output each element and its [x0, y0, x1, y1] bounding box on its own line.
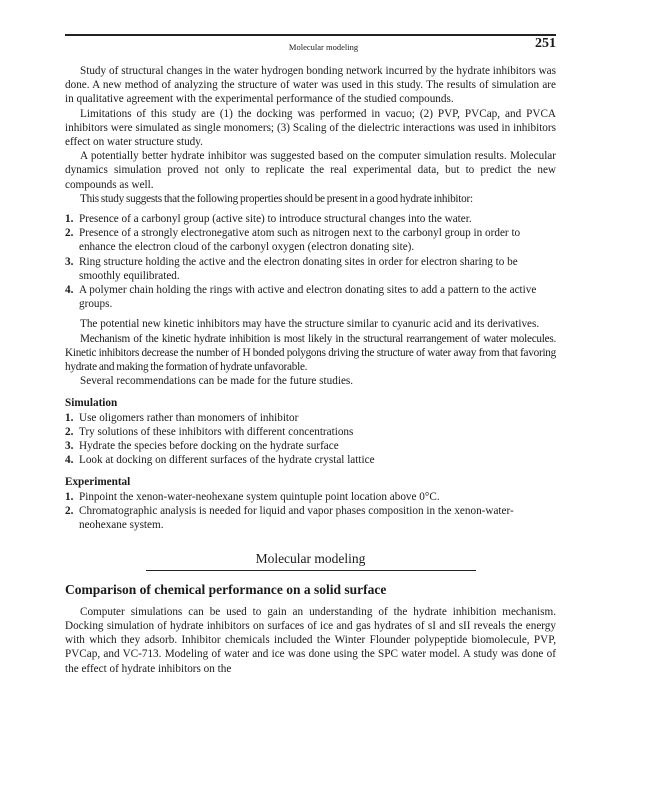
paragraph-2: Limitations of this study are (1) the docking was performed in vacuo; (2) PVP, PVCap, and PVCA inhibitors were simulated as single monomers; (3) Scaling of the dielectric interactions was used in inhibitors effect on water structure study. [65, 107, 556, 149]
list-item: 1. Use oligomers rather than monomers of inhibitor [65, 411, 299, 424]
paragraph-8: Computer simulations can be used to gain an understanding of the hydrate inhibition mechanism. Docking simulation of hydrate inhibitors on surfaces of ice and gas hydrates of sI and sII reveals the energy with which they adsorb. Inhibitor chemicals included the Winter Flounder polypeptide biomolecule, PVP, PVCap, and VC-713. Modeling of water and ice was done using the SPC water model. A study was done of the effect of hydrate inhibitors on the [65, 605, 556, 675]
list-item: 1. Pinpoint the xenon-water-neohexane system quintuple point location above 0°C. [65, 490, 440, 503]
paragraph-5: The potential new kinetic inhibitors may have the structure similar to cyanuric acid and its derivatives. [80, 318, 540, 331]
section-rule [146, 570, 476, 571]
list-item: 1. Presence of a carbonyl group (active site) to introduce structural changes into the water. [65, 213, 472, 226]
header-rule [65, 34, 556, 36]
list-item: 3. Ring structure holding the active and the electron donating sites in order for electron sharing to be smoothly equilibrated. [65, 255, 518, 282]
paragraph-6: Mechanism of the kinetic hydrate inhibition is most likely in the structural rearrangement of water molecules. Kinetic inhibitors decrease the number of H bonded polygons driving the structure of water away from that favoring hydrate and making the formation of hydrate unfavorable. [65, 332, 556, 374]
list-item: 2. Try solutions of these inhibitors with different concentrations [65, 425, 354, 438]
subsection-title: Comparison of chemical performance on a solid surface [65, 581, 387, 597]
paragraph-1: Study of structural changes in the water hydrogen bonding network incurred by the hydrate inhibitors was done. A new method of analyzing the structure of water was used in this study. The results of simulation are in qualitative agreement with the experimental performance of the studied compounds. [65, 65, 556, 106]
inhibitor-properties-list [65, 212, 556, 311]
list-item: 2. Presence of a strongly electronegative atom such as nitrogen next to the carbonyl group in order to enhance the electron cloud of the carbonyl oxygen (electron donating site). [65, 227, 521, 254]
paragraph-7: Several recommendations can be made for the future studies. [80, 375, 354, 388]
list-item: 2. Chromatographic analysis is needed for liquid and vapor phases composition in the xenon-water-neohexane system. [65, 504, 514, 532]
simulation-list [65, 411, 556, 468]
section-title: Molecular modeling [255, 551, 366, 567]
list-item: 4. Look at docking on different surfaces of the hydrate crystal lattice [65, 454, 375, 467]
paragraph-4: This study suggests that the following properties should be present in a good hydrate inhibitor: [80, 192, 473, 205]
simulation-heading: Simulation [65, 397, 118, 410]
paragraph-3: A potentially better hydrate inhibitor was suggested based on the computer simulation results. Molecular dynamics simulation proved not only to replicate the real experimental data, but to predict the new compounds as well. [65, 150, 556, 191]
list-item: 4. A polymer chain holding the rings with active and electron donating sites to add a pattern to the active groups. [65, 284, 537, 311]
page-number: 251 [535, 36, 556, 51]
section-heading [65, 552, 556, 570]
list-item: 3. Hydrate the species before docking on the hydrate surface [65, 440, 339, 453]
running-head: Molecular modeling [288, 42, 359, 52]
experimental-heading: Experimental [65, 476, 131, 489]
experimental-list [65, 490, 556, 533]
body-text [65, 64, 556, 676]
